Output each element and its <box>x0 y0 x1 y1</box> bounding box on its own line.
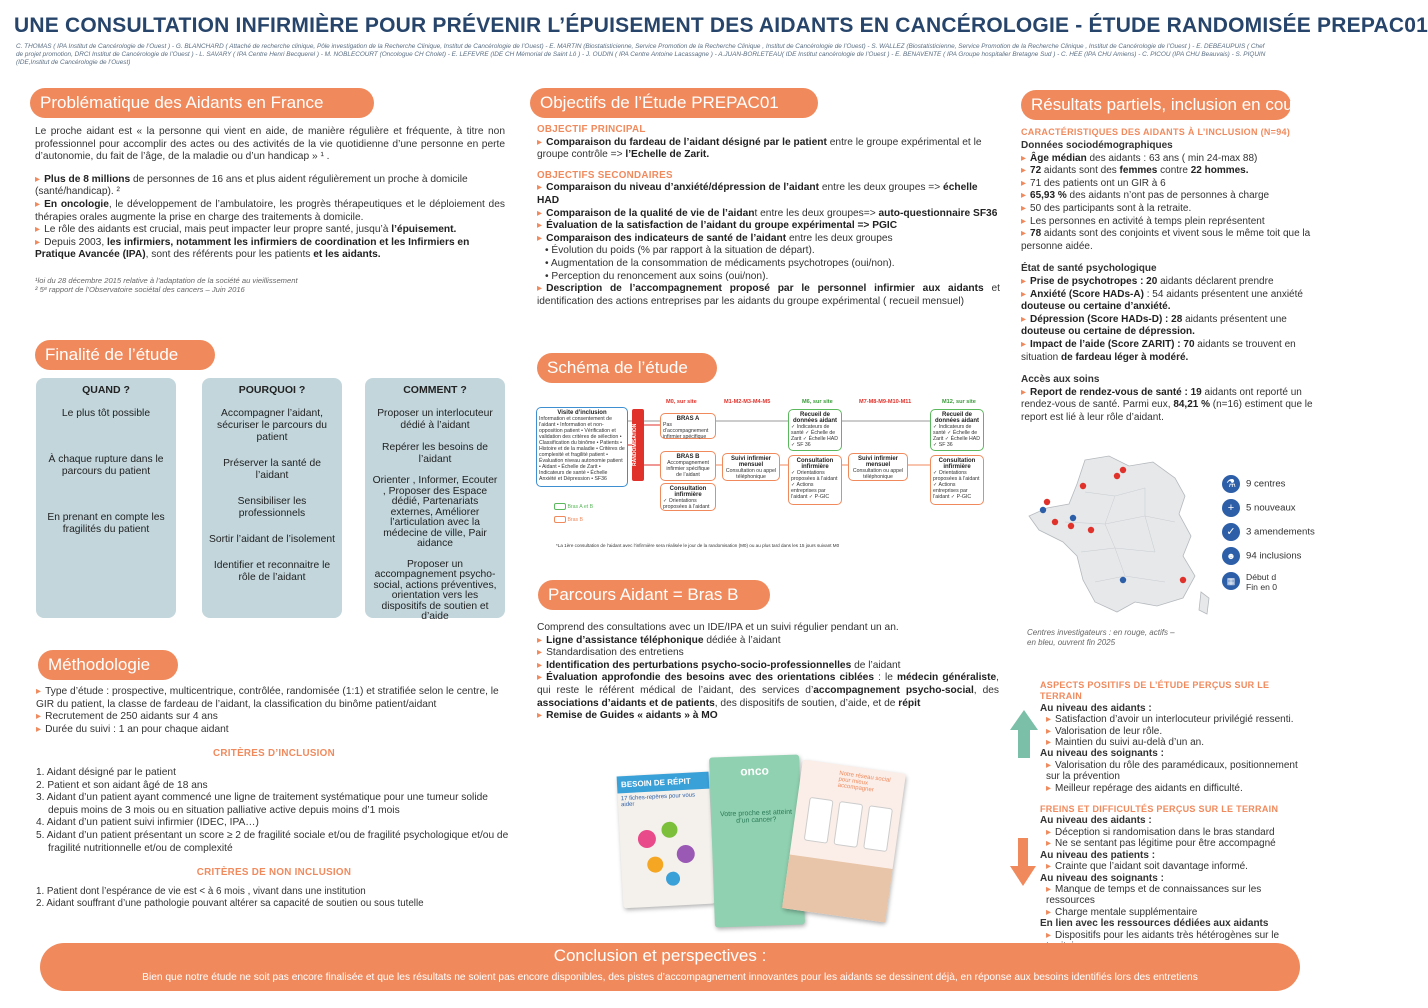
objectif-sub: • Augmentation de la consommation de médicaments psychotropes (oui/non). <box>545 257 895 269</box>
guide-repit-title: BESOIN DE RÉPIT <box>617 772 710 794</box>
consultation-title: Consultation infirmière <box>796 458 834 470</box>
bras-b-title: BRAS B <box>676 454 700 460</box>
inclusion-heading: CRITÈRES D’INCLUSION <box>213 748 335 760</box>
study-schema <box>536 395 996 560</box>
section-header-schema: Schéma de l’étude <box>537 353 717 383</box>
france-map <box>1025 452 1215 622</box>
center-marker-active <box>1068 523 1074 529</box>
freins-heading: FREINS ET DIFFICULTÉS PERÇUS SUR LE TERRAIN <box>1040 804 1279 815</box>
non-inclusion-heading: CRITÈRES DE NON INCLUSION <box>196 867 352 879</box>
positif-item: ▸ Maintien du suivi au-delà d’un an. <box>1046 737 1300 748</box>
consultation-title: Consultation infirmière <box>669 486 707 498</box>
consultation-text: ✓ Orientations proposées à l’aidant <box>663 498 710 510</box>
freins-soignants: Au niveau des soignants : <box>1040 872 1164 884</box>
inclusion-item: 3. Aidant d’un patient ayant commencé une ligne de traitement systématique pour une tumeur solide depuis moins de 3 mois ou en situation palliative active depuis moins d’1 mois <box>36 792 488 816</box>
flask-icon: ⚗ <box>1222 475 1240 493</box>
center-marker-opening <box>1070 515 1076 521</box>
positifs-heading: ASPECTS POSITIFS DE L’ÉTUDE PERÇUS SUR LE TERRAIN <box>1040 680 1270 702</box>
randomisation-bar: RANDOMISATION <box>632 409 644 481</box>
non-inclusion-item: 2. Aidant souffrant d’une pathologie pouvant altérer sa capacité de soutien ou sous tutelle <box>36 898 424 910</box>
visite-inclusion-box <box>536 407 628 487</box>
comment-item: Orienter , Informer, Ecouter , Proposer des Espace dédié, Partenariats externes, Améliorer l’articulation avec la médecine de ville, Pair aidance <box>372 475 498 549</box>
legend-ab: Bras A et B <box>554 503 593 510</box>
acces-item: ▸ Report de rendez-vous de santé : 19 aidants ont reporté un rendez-vous de santé. Parmi eux, 84,21 % (n=16) estiment que le report est lié à leur rôle d’aidant. <box>1021 387 1321 425</box>
consultation-box <box>660 483 716 511</box>
section-header-objectifs: Objectifs de l’Étude PREPAC01 <box>530 88 818 118</box>
parcours-bullet: ▸ Ligne d’assistance téléphonique dédiée à l’aidant <box>537 635 999 648</box>
psy-heading: État de santé psychologique <box>1021 263 1157 275</box>
suivi-title: Suivi infirmier mensuel <box>730 456 771 468</box>
center-marker-opening <box>1040 507 1046 513</box>
resultats-text <box>1021 127 1321 424</box>
methodologie-text <box>36 686 512 911</box>
map-caption: Centres investigateurs : en rouge, actifs – en bleu, ouvrent fin 2025 <box>1027 628 1175 647</box>
bullet-infirmiers: ▸ Depuis 2003, les infirmiers, notamment les infirmiers de coordination et les Infirmiers en Pratique Avancée (IPA), sont des référents pour les patients et les aidants. <box>35 237 505 262</box>
bras-b-text: Accompagnement infirmier spécifique de l’aidant <box>666 460 710 478</box>
guides-images <box>620 752 898 932</box>
suivi-text: Consultation ou appel téléphonique <box>852 468 904 480</box>
stat-dates: ▦ Début d Fin en 0 <box>1222 572 1253 592</box>
authors: C. THOMAS ( IPA Institut de Cancérologie de l’Ouest ) - G. BLANCHARD ( Attaché de recherche clinique, Pôle investigation de la Recherche Clinique, Institut de Cancérologie de l’Ouest) - E. MARTIN (Biostatisticienne, Service Promotion de la Recherche Clinique , Institut de Cancérologie de l’Ouest) - S. WALLEZ (Biostatisticienne, Service Promotion de la Recherche Clinique , Institut de Cancérologie de l’Ouest ) - E. DEBEAUPUIS ( Chef de projet promotion, DRCI Institut de Cancérologie de l’Ouest ) - L. SAVARY ( IPA Centre Henri Becquerel ) - M. NOBLECOURT (Oncologue CH Cholet) - E. LEFEVRE (IDE CH Mémorial de Saint Lô ) - J. OUDIN ( IPA Centre Antoine Lacassagne ) - A.JUAN-BORLETEAU( IDE Institut cancérologie de l’Ouest ) - E. BENAVENTE ( IPA Groupe hospitalier Bretagne Sud ) - C. HEE (IPA CHU Amiens) - C. PICOU (IPA CHU Beauvais) - S. PIQUIN (IDE,Institut de Cancérologie de l’Ouest) <box>16 43 1266 66</box>
frein-item: ▸ Déception si randomisation dans le bras standard <box>1046 827 1300 838</box>
pourquoi-heading: POURQUOI ? <box>238 384 306 396</box>
recueil-text: ✓ Indicateurs de santé ✓ Échelle de Zarit ✓ Échelle HAD ✓ SF 36 <box>791 424 839 448</box>
comment-item: Repérer les besoins de l’aidant <box>382 442 488 465</box>
center-marker-active <box>1052 519 1058 525</box>
recueil-box-m6 <box>788 409 842 451</box>
inclusion-item: 4. Aidant d’un patient suivi infirmier (IDEC, IPA…) <box>36 817 259 829</box>
stat-nouveaux: + 5 nouveaux <box>1222 499 1296 517</box>
phase-label: M0, sur site <box>666 399 697 405</box>
problematique-intro: Le proche aidant est « la personne qui vient en aide, de manière régulière et fréquente, à titre non professionnel pour accomplir des actes ou des activités de la vie quotidienne d’une personne en perte d’autonomie, du fait de l’âge, de la maladie ou d’un handicap » ¹ . <box>35 126 505 163</box>
freins-patients: Au niveau des patients : <box>1040 849 1156 861</box>
suivi-box-2 <box>848 453 908 481</box>
suivi-text: Consultation ou appel téléphonique <box>725 468 777 480</box>
quand-item: Le plus tôt possible <box>61 408 151 419</box>
comment-heading: COMMENT ? <box>403 384 467 396</box>
psy-item: ▸ Dépression (Score HADs-D) : 28 aidants présentent une douteuse ou certaine de dépression. <box>1021 314 1321 339</box>
caracteristiques-heading: CARACTÉRISTIQUES DES AIDANTS À L’INCLUSION (N=94) <box>1021 127 1291 137</box>
recueil-text: ✓ Indicateurs de santé ✓ Échelle de Zarit ✓ Échelle HAD ✓ SF 36 <box>933 424 981 448</box>
objectif-secondaire: ▸ Comparaison de la qualité de vie de l’aidant entre les deux groupes=> auto-questionnaire SF36 <box>537 208 1000 221</box>
frein-item: ▸ Crainte que l’aidant soit davantage informé. <box>1046 861 1300 872</box>
pourquoi-item: Sensibiliser les professionnels <box>237 496 307 519</box>
socio-item: ▸ 78 aidants sont des conjoints et vivent sous le même toit que la personne aidée. <box>1021 228 1321 253</box>
stat-inclusions: ☻ 94 inclusions <box>1222 547 1301 565</box>
bras-a-title: BRAS A <box>676 416 700 422</box>
bras-a-box <box>660 413 716 439</box>
calendar-icon: ▦ <box>1222 572 1240 590</box>
parcours-bullet: ▸ Identification des perturbations psycho-socio-professionnelles de l’aidant <box>537 660 999 673</box>
recueil-box-m12 <box>930 409 984 451</box>
objectif-secondaire: ▸ Comparaison des indicateurs de santé de l’aidant entre les deux groupes <box>537 233 1000 246</box>
check-icon: ✓ <box>1222 523 1240 541</box>
parcours-bullet: ▸ Évaluation approfondie des besoins avec des orientations ciblées : le médecin généraliste, qui reste le référent médical de l’aidant, des services d’accompagnement psycho-social, des associations d’aidants et de patients, des dispositifs de soutien, d’aide, et de répit <box>537 672 999 710</box>
objectif-principal: ▸ Comparaison du fardeau de l’aidant désigné par le patient entre le groupe expérimental et le groupe contrôle => l’Echelle de Zarit. <box>537 137 1000 162</box>
section-header-finalite: Finalité de l’étude <box>35 340 215 370</box>
freins-ressources: En lien avec les ressources dédiées aux aidants <box>1040 918 1269 930</box>
guide-onco-logo: onco <box>739 763 770 779</box>
psy-item: ▸ Prise de psychotropes : 20 aidants déclarent prendre <box>1021 276 1321 289</box>
phase-label: M7-M8-M9-M10-M11 <box>859 399 912 405</box>
consultation-text: ✓ Orientations proposées à l’aidant ✓ Actions entreprises par l’aidant ✓ P-GIC <box>933 470 980 500</box>
center-marker-active <box>1114 473 1120 479</box>
center-marker-active <box>1120 467 1126 473</box>
consultation-text: ✓ Orientations proposées à l’aidant ✓ Actions entreprises par l’aidant ✓ P-GIC <box>791 470 838 500</box>
comment-item: Proposer un accompagnement psycho-social, actions préventives, orientation vers les dispositifs de soutien et d’aide <box>373 558 497 622</box>
acces-heading: Accès aux soins <box>1021 374 1100 386</box>
comment-item: Proposer un interlocuteur dédié à l’aidant <box>377 408 493 431</box>
footnote-2: ² 5ᵉ rapport de l’Observatoire sociétal des cancers – Juin 2016 <box>35 284 245 294</box>
phase-label: M12, sur site <box>942 399 976 405</box>
frein-item: ▸ Dispositifs pour les aidants très hétérogènes sur le <box>1046 930 1300 953</box>
guide-onco-text: Votre proche est atteint d’un cancer? <box>719 808 793 825</box>
arrow-up-icon <box>1010 710 1038 758</box>
objectifs-text <box>537 124 1000 308</box>
pourquoi-item: Accompagner l’aidant, sécuriser le parcours du patient <box>217 408 327 443</box>
freins-aidants: Au niveau des aidants : <box>1040 815 1152 827</box>
center-marker-active <box>1180 577 1186 583</box>
quand-heading: QUAND ? <box>82 384 130 396</box>
finalite-pourquoi-box <box>202 378 342 618</box>
people-icon: ☻ <box>1222 547 1240 565</box>
pourquoi-item: Préserver la santé de l’aidant <box>223 458 321 481</box>
parcours-text <box>537 622 999 723</box>
objectif-secondaire: ▸ Description de l’accompagnement proposé par le personnel infirmier aux aidants et identification des actions entreprises par les aidants du groupe expérimental ( recueil mensuel) <box>537 283 1000 308</box>
parcours-bullet: ▸ Remise de Guides « aidants » à MO <box>537 710 999 723</box>
suivi-box-1 <box>722 453 780 481</box>
center-marker-opening <box>1120 577 1126 583</box>
guide-repit-thumbnail <box>617 772 716 909</box>
inclusion-item: 1. Aidant désigné par le patient <box>36 766 176 778</box>
objectif-secondaire: ▸ Évaluation de la satisfaction de l’aidant du groupe expérimental => PGIC <box>537 220 1000 233</box>
socio-item: ▸ 50 des participants sont à la retraite. <box>1021 203 1321 216</box>
parcours-intro: Comprend des consultations avec un IDE/IPA et un suivi régulier pendant un an. <box>537 622 899 633</box>
positif-item: ▸ Meilleur repérage des aidants en difficulté. <box>1046 783 1300 794</box>
psy-item: ▸ Anxiété (Score HADs-A) : 54 aidants présentent une anxiété douteuse ou certaine d’anxiété. <box>1021 289 1321 314</box>
problematique-text <box>35 126 505 294</box>
pourquoi-item: Identifier et reconnaitre le rôle de l’aidant <box>213 560 331 583</box>
section-header-methodologie: Méthodologie <box>38 650 178 680</box>
socio-heading: Données sociodémographiques <box>1021 140 1173 151</box>
socio-item: ▸ 71 des patients ont un GIR à 6 <box>1021 178 1321 191</box>
positif-item: ▸ Valorisation du rôle des paramédicaux, positionnement sur la prévention <box>1046 760 1300 783</box>
recueil-title: Recueil de données aidant <box>934 412 979 424</box>
section-header-resultats: Résultats partiels, inclusion en cours <box>1021 90 1291 120</box>
quand-item: À chaque rupture dans le parcours du patient <box>48 454 164 477</box>
section-header-problematique: Problématique des Aidants en France <box>30 88 374 118</box>
visite-title: Visite d’inclusion <box>557 410 607 416</box>
poster-title: UNE CONSULTATION INFIRMIÈRE POUR PRÉVENIR L’ÉPUISEMENT DES AIDANTS EN CANCÉROLOGIE - ÉTUDE RANDOMISÉE PREPAC01 <box>14 14 1428 37</box>
inclusion-item: 5. Aidant d’un patient présentant un score ≥ 2 de fragilité sociale et/ou de fragilité psychologique et/ou de fragilité nutritionnelle et/ou de complexité <box>36 829 509 854</box>
positifs-aidants: Au niveau des aidants : <box>1040 702 1152 714</box>
quand-item: En prenant en compte les fragilités du patient <box>47 512 165 535</box>
socio-item: ▸ 72 aidants sont des femmes contre 22 hommes. <box>1021 165 1321 178</box>
finalite-quand-box <box>36 378 176 618</box>
positif-item: ▸ Satisfaction d’avoir un interlocuteur privilégié ressenti. <box>1046 714 1300 725</box>
finalite-comment-box <box>365 378 505 622</box>
bras-b-box <box>660 451 716 481</box>
guide-reseau-text: Notre réseau social pour mieux accompagner <box>837 770 891 794</box>
legend-b: Bras B <box>554 516 583 523</box>
conclusion-text: Bien que notre étude ne soit pas encore finalisée et que les résultats ne soient pas encore disponibles, des pistes d’accompagnement innovantes pour les aidants se dessinent déjà, en réponse aux besoins identifiés lors des entretiens <box>142 972 1198 983</box>
parcours-bullet: ▸ Standardisation des entretiens <box>537 647 999 660</box>
france-outline <box>1029 456 1195 612</box>
objectifs-secondaires-heading: OBJECTIFS SECONDAIRES <box>537 169 673 181</box>
positifs-soignants: Au niveau des soignants : <box>1040 748 1164 760</box>
socio-item: ▸ 65,93 % des aidants n’ont pas de personnes à charge <box>1021 190 1321 203</box>
center-marker-active <box>1088 527 1094 533</box>
aspects-text <box>1040 680 1300 952</box>
objectif-principal-heading: OBJECTIF PRINCIPAL <box>537 124 646 135</box>
stat-amendements: ✓ 3 amendements <box>1222 523 1315 541</box>
bras-a-text: Pas d’accompagnement infirmier spécifique <box>663 422 709 440</box>
method-bullet: ▸ Type d’étude : prospective, multicentrique, contrôlée, randomisée (1:1) et stratifiée selon le centre, le GIR du patient, la classe de fardeau de l’aidant, la classification du binôme patient/aidant <box>36 686 512 711</box>
consultation-box-m12 <box>930 455 984 505</box>
plus-icon: + <box>1222 499 1240 517</box>
visite-text: Information et consentement de l’aidant • Information et non-opposition patient • Vérification et validation des critères de sélection • Classification du binôme • Patients • Histoire et de la maladie • Critères de complexité et fragilité patient • Évaluation niveau autonomie patient • Aidant • Échelle de Zarit • Indicateurs de santé • Échelle Anxiété et Dépression • SF36 <box>539 416 625 482</box>
center-marker-active <box>1080 483 1086 489</box>
bullet-oncologie: ▸ En oncologie, le développement de l’ambulatoire, les progrès thérapeutiques et le déploiement des thérapies orales augmente la prise en charge des traitements à domicile. <box>35 199 505 224</box>
section-header-parcours: Parcours Aidant = Bras B <box>538 580 770 610</box>
pourquoi-item: Sortir l’aidant de l’isolement <box>209 534 335 545</box>
objectif-sub: • Perception du renoncement aux soins (oui/non). <box>545 270 769 282</box>
suivi-title: Suivi infirmier mensuel <box>857 456 898 468</box>
frein-item: ▸ Ne se sentant pas légitime pour être accompagné <box>1046 838 1300 849</box>
guide-reseau-thumbnail <box>782 759 906 922</box>
consultation-box-m6 <box>788 455 842 505</box>
phase-label: M6, sur site <box>802 399 833 405</box>
bullet-role: ▸ Le rôle des aidants est crucial, mais peut impacter leur propre santé, jusqu’à l’épuisement. <box>35 224 505 237</box>
psy-item: ▸ Impact de l’aide (Score ZARIT) : 70 aidants se trouvent en situation de fardeau léger à modéré. <box>1021 339 1321 364</box>
conclusion-title: Conclusion et perspectives : <box>553 946 767 965</box>
arrow-down-icon <box>1010 838 1036 886</box>
frein-item: ▸ Manque de temps et de connaissances sur les ressources <box>1046 884 1300 907</box>
footnote-1: ¹loi du 28 décembre 2015 relative à l’adaptation de la société au vieillissement <box>35 275 298 285</box>
inclusion-item: 2. Patient et son aidant âgé de 18 ans <box>36 779 208 791</box>
objectif-sub: • Évolution du poids (% par rapport à la situation de départ). <box>545 245 815 257</box>
non-inclusion-item: 1. Patient dont l’espérance de vie est < à 6 mois , vivant dans une institution <box>36 885 366 897</box>
consultation-title: Consultation infirmière <box>938 458 976 470</box>
frein-item: ▸ Charge mentale supplémentaire <box>1046 907 1300 918</box>
recueil-title: Recueil de données aidant <box>792 412 837 424</box>
phase-label: M1-M2-M3-M4-M5 <box>724 399 771 405</box>
socio-item: ▸ Les personnes en activité à temps plein représentent <box>1021 216 1321 229</box>
method-bullet: ▸ Recrutement de 250 aidants sur 4 ans <box>36 711 512 724</box>
stat-centres: ⚗ 9 centres <box>1222 475 1285 493</box>
guide-repit-subtitle: 17 fiches-repères pour vous aider <box>620 792 696 809</box>
schema-note: *La 1ère consultation de l’aidant avec l’infirmière sera réalisée le jour de la randomisation (M0) ou au plus tard dans les 15 jours suivant M0 <box>556 543 840 548</box>
method-bullet: ▸ Durée du suivi : 1 an pour chaque aidant <box>36 724 512 737</box>
objectif-secondaire: ▸ Comparaison du niveau d’anxiété/dépression de l’aidant entre les deux groupes => échelle HAD <box>537 182 1000 207</box>
positif-item: ▸ Valorisation de leur rôle. <box>1046 726 1300 737</box>
center-marker-active <box>1044 499 1050 505</box>
socio-item: ▸ Âge médian des aidants : 63 ans ( min 24-max 88) <box>1021 153 1321 166</box>
bullet-aidants-count: ▸ Plus de 8 millions de personnes de 16 ans et plus aident régulièrement un proche à domicile (santé/handicap). ² <box>35 174 505 199</box>
